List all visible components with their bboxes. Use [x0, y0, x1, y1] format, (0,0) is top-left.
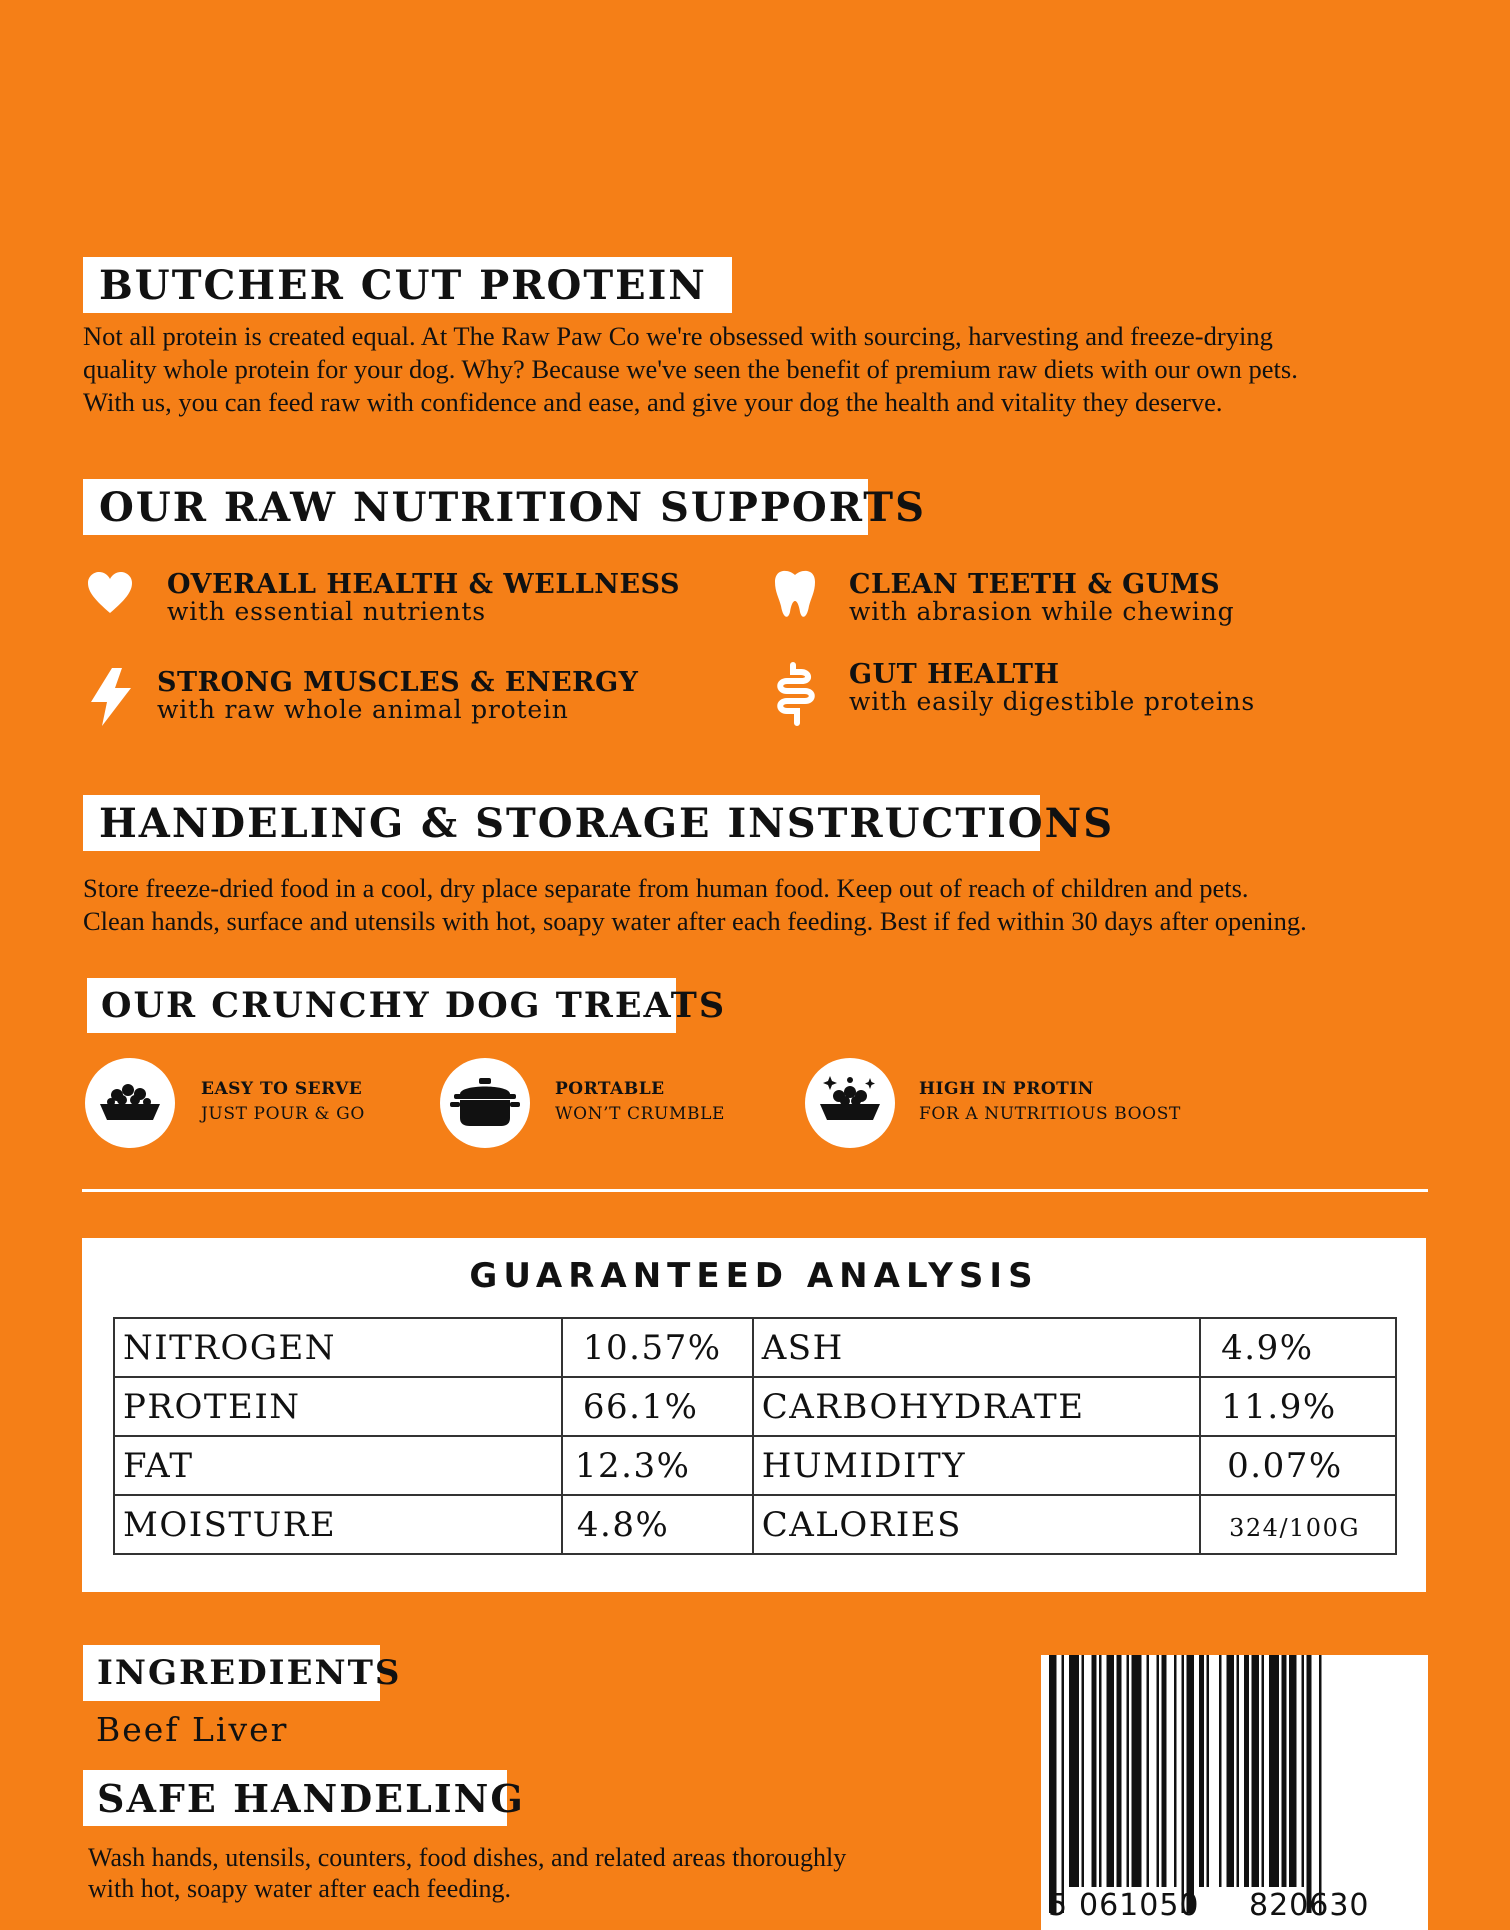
text-line: with hot, soapy water after each feeding. — [88, 1874, 512, 1903]
nutrient-value: 324/100G — [1200, 1495, 1396, 1554]
tooth-icon — [773, 568, 817, 620]
benefit-title-health: OVERALL HEALTH & WELLNESS — [167, 569, 680, 600]
treat-title-portable: PORTABLE — [555, 1079, 665, 1099]
barcode-bar — [1157, 1655, 1160, 1887]
nutrient-name: NITROGEN — [114, 1318, 562, 1377]
nutrient-value: 12.3% — [562, 1436, 753, 1495]
barcode-bar — [1062, 1655, 1065, 1913]
nutrient-value: 4.8% — [562, 1495, 753, 1554]
text-line: Store freeze-dried food in a cool, dry place separate from human food. Keep out of reach of children and pets. — [83, 873, 1249, 903]
barcode-bar — [1082, 1655, 1085, 1887]
benefit-title-teeth: CLEAN TEETH & GUMS — [849, 569, 1221, 600]
table-row — [114, 1377, 1396, 1436]
guaranteed-analysis-panel — [82, 1238, 1426, 1592]
handling-description — [83, 872, 1307, 938]
barcode-bar — [1069, 1655, 1079, 1887]
barcode — [1041, 1655, 1428, 1930]
benefit-subtitle-muscles: with raw whole animal protein — [157, 695, 569, 724]
food-bowl-icon — [95, 1078, 165, 1128]
barcode-bar — [1244, 1655, 1249, 1887]
table-row — [114, 1436, 1396, 1495]
heading-safe-handling: SAFE HANDELING — [83, 1770, 507, 1826]
benefit-subtitle-teeth: with abrasion while chewing — [849, 597, 1235, 626]
text-line: Wash hands, utensils, counters, food dishes, and related areas thoroughly — [88, 1843, 847, 1872]
barcode-bar — [1162, 1655, 1167, 1887]
nutrient-value: 66.1% — [562, 1377, 753, 1436]
barcode-bar — [1174, 1655, 1177, 1887]
intestine-icon — [773, 662, 819, 726]
barcode-bar — [1117, 1655, 1122, 1887]
barcode-bar — [1207, 1655, 1210, 1887]
barcode-digit-lead: 5 — [1048, 1888, 1068, 1923]
benefit-subtitle-health: with essential nutrients — [167, 597, 486, 626]
nutrient-value: 11.9% — [1200, 1377, 1396, 1436]
barcode-bar — [1307, 1655, 1312, 1913]
benefit-subtitle-gut: with easily digestible proteins — [849, 687, 1256, 716]
sparkle-bowl-icon — [815, 1074, 885, 1130]
barcode-bar — [1127, 1655, 1130, 1887]
barcode-bar — [1282, 1655, 1287, 1887]
barcode-bar — [1237, 1655, 1240, 1887]
barcode-bar — [1289, 1655, 1297, 1887]
pot-icon — [450, 1076, 520, 1130]
heading-handling-storage: HANDELING & STORAGE INSTRUCTIONS — [83, 795, 1040, 851]
treat-subtitle-protein: FOR A NUTRITIOUS BOOST — [919, 1104, 1181, 1124]
treat-title-protein: HIGH IN PROTIN — [919, 1079, 1094, 1099]
nutrient-name: ASH — [753, 1318, 1200, 1377]
heading-crunchy-treats: OUR CRUNCHY DOG TREATS — [87, 978, 676, 1033]
heading-butcher-cut-protein: BUTCHER CUT PROTEIN — [83, 257, 732, 313]
text-line: Clean hands, surface and utensils with hot, soapy water after each feeding. Best if fed within 30 days after opening. — [83, 906, 1307, 936]
barcode-bar — [1227, 1655, 1235, 1887]
benefit-title-muscles: STRONG MUSCLES & ENERGY — [157, 667, 639, 698]
barcode-digits-left: 061050 — [1079, 1888, 1200, 1923]
treat-subtitle-easy: JUST POUR & GO — [201, 1104, 365, 1124]
barcode-bar — [1107, 1655, 1115, 1887]
nutrient-name: CARBOHYDRATE — [753, 1377, 1200, 1436]
barcode-bar — [1049, 1655, 1057, 1913]
nutrient-value: 10.57% — [562, 1318, 753, 1377]
nutrient-name: FAT — [114, 1436, 562, 1495]
ingredients-value: Beef Liver — [96, 1710, 289, 1749]
table-row — [114, 1318, 1396, 1377]
lightning-icon — [89, 668, 133, 726]
safe-handling-description — [88, 1842, 846, 1904]
analysis-title: GUARANTEED ANALYSIS — [469, 1256, 1039, 1296]
analysis-table — [113, 1317, 1397, 1555]
heading-nutrition-supports: OUR RAW NUTRITION SUPPORTS — [83, 479, 868, 535]
barcode-bar — [1132, 1655, 1142, 1887]
barcode-bar — [1269, 1655, 1279, 1887]
treat-title-easy: EASY TO SERVE — [201, 1079, 363, 1099]
text-line: Not all protein is created equal. At The Raw Paw Co we're obsessed with sourcing, harvesting and freeze-drying — [83, 321, 1273, 351]
text-line: With us, you can feed raw with confidence and ease, and give your dog the health and vitality they deserve. — [83, 387, 1223, 417]
barcode-bar — [1199, 1655, 1204, 1887]
barcode-digits-right: 820630 — [1249, 1888, 1370, 1923]
barcode-bar — [1262, 1655, 1265, 1887]
benefit-title-gut: GUT HEALTH — [849, 659, 1060, 690]
treat-subtitle-portable: WON’T CRUMBLE — [555, 1104, 725, 1124]
barcode-bar — [1147, 1655, 1150, 1887]
barcode-bar — [1252, 1655, 1260, 1887]
text-line: quality whole protein for your dog. Why? Because we've seen the benefit of premium raw diets with our own pets. — [83, 354, 1298, 384]
nutrient-value: 4.9% — [1200, 1318, 1396, 1377]
butcher-description — [83, 320, 1298, 419]
barcode-bar — [1099, 1655, 1102, 1887]
heading-ingredients: INGREDIENTS — [83, 1645, 380, 1701]
nutrient-name: CALORIES — [753, 1495, 1200, 1554]
nutrient-value: 0.07% — [1200, 1436, 1396, 1495]
barcode-bar — [1219, 1655, 1222, 1887]
section-divider — [82, 1189, 1428, 1192]
barcode-bar — [1319, 1655, 1322, 1913]
barcode-bar — [1187, 1655, 1195, 1913]
heart-icon — [87, 572, 133, 614]
barcode-bar — [1302, 1655, 1305, 1887]
barcode-number — [1041, 1888, 1428, 1930]
nutrient-name: PROTEIN — [114, 1377, 562, 1436]
barcode-bar — [1092, 1655, 1097, 1887]
table-row — [114, 1495, 1396, 1554]
barcode-bar — [1182, 1655, 1185, 1913]
nutrient-name: MOISTURE — [114, 1495, 562, 1554]
nutrient-name: HUMIDITY — [753, 1436, 1200, 1495]
